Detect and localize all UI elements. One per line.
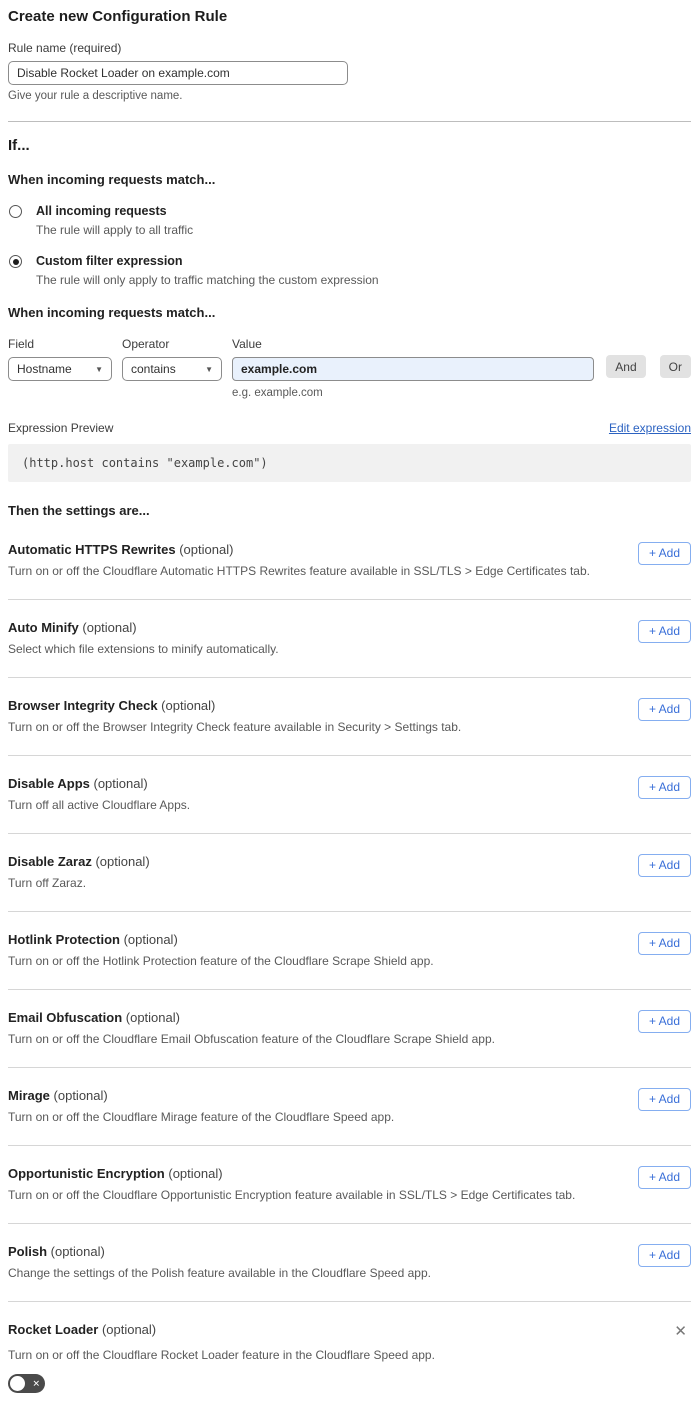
setting-title: Disable Zaraz: [8, 854, 92, 869]
expression-preview-header: [8, 421, 691, 435]
setting-description: Select which file extensions to minify automatically.: [8, 642, 279, 656]
setting-description: Turn on or off the Browser Integrity Check feature available in Security > Settings tab.: [8, 720, 462, 734]
filter-expression-builder: [8, 337, 691, 399]
add-setting-button[interactable]: + Add: [638, 1010, 691, 1033]
and-button[interactable]: And: [606, 355, 645, 378]
field-select[interactable]: [8, 357, 112, 381]
add-setting-button[interactable]: + Add: [638, 932, 691, 955]
rocket-loader-toggle-off[interactable]: [8, 1374, 45, 1393]
add-setting-button[interactable]: + Add: [638, 1244, 691, 1267]
setting-description: Turn on or off the Cloudflare Mirage feature of the Cloudflare Speed app.: [8, 1110, 395, 1124]
rule-name-label: Rule name (required): [8, 41, 122, 55]
chevron-down-icon: ▼: [205, 364, 213, 374]
setting-title: Polish: [8, 1244, 48, 1259]
add-setting-button[interactable]: + Add: [638, 620, 691, 643]
setting-title: Email Obfuscation: [8, 1010, 123, 1025]
then-settings-heading: Then the settings are...: [8, 503, 150, 518]
setting-description: Turn on or off the Cloudflare Rocket Loader feature in the Cloudflare Speed app.: [8, 1348, 435, 1362]
setting-title: Automatic HTTPS Rewrites: [8, 542, 176, 557]
setting-optional-tag: (optional): [125, 1010, 180, 1025]
rocket-loader-setting-row: [8, 1302, 691, 1398]
radio-label: All incoming requests: [36, 204, 167, 218]
setting-optional-tag: (optional): [82, 620, 137, 635]
value-input[interactable]: [232, 357, 594, 381]
match-heading: When incoming requests match...: [8, 172, 216, 187]
setting-description: Change the settings of the Polish feature available in the Cloudflare Speed app.: [8, 1266, 431, 1280]
setting-row: [8, 1224, 691, 1302]
setting-row: [8, 834, 691, 912]
if-heading: If...: [8, 137, 30, 154]
radio-unchecked-icon[interactable]: [9, 205, 22, 218]
value-label: Value: [232, 337, 262, 351]
setting-optional-tag: (optional): [101, 1322, 157, 1337]
setting-optional-tag: (optional): [95, 854, 150, 869]
setting-description: Turn off all active Cloudflare Apps.: [8, 798, 191, 812]
setting-description: Turn off Zaraz.: [8, 876, 87, 890]
expression-preview-label: Expression Preview: [8, 421, 114, 435]
setting-title: Hotlink Protection: [8, 932, 120, 947]
setting-optional-tag: (optional): [168, 1166, 223, 1181]
radio-checked-icon[interactable]: [9, 255, 22, 268]
setting-description: Turn on or off the Cloudflare Email Obfuscation feature of the Cloudflare Scrape Shield app.: [8, 1032, 495, 1046]
rule-name-help: Give your rule a descriptive name.: [8, 90, 183, 102]
radio-description: The rule will only apply to traffic matching the custom expression: [36, 273, 379, 287]
setting-optional-tag: (optional): [53, 1088, 108, 1103]
setting-optional-tag: (optional): [50, 1244, 105, 1259]
section-divider: [8, 121, 691, 122]
close-icon[interactable]: ✕: [674, 1323, 687, 1340]
setting-title: Opportunistic Encryption: [8, 1166, 165, 1181]
setting-description: Turn on or off the Hotlink Protection feature of the Cloudflare Scrape Shield app.: [8, 954, 434, 968]
add-setting-button[interactable]: + Add: [638, 1088, 691, 1111]
setting-row: [8, 912, 691, 990]
setting-optional-tag: (optional): [93, 776, 148, 791]
radio-all-incoming-requests[interactable]: [8, 204, 691, 237]
setting-optional-tag: (optional): [161, 698, 216, 713]
edit-expression-link[interactable]: Edit expression: [608, 421, 691, 435]
setting-title: Mirage: [8, 1088, 50, 1103]
setting-title: Disable Apps: [8, 776, 90, 791]
setting-optional-tag: (optional): [179, 542, 234, 557]
radio-custom-filter-expression[interactable]: [8, 254, 691, 287]
setting-row: [8, 678, 691, 756]
setting-title: Rocket Loader: [8, 1322, 99, 1337]
settings-list: [8, 522, 691, 1302]
field-select-value: Hostname: [17, 362, 72, 376]
setting-row: [8, 990, 691, 1068]
chevron-down-icon: ▼: [95, 364, 103, 374]
setting-row: [8, 1146, 691, 1224]
toggle-knob: [10, 1376, 25, 1391]
page-title: Create new Configuration Rule: [8, 8, 228, 25]
setting-optional-tag: (optional): [123, 932, 178, 947]
toggle-off-icon: ✕: [32, 1378, 40, 1388]
setting-row: [8, 600, 691, 678]
radio-label: Custom filter expression: [36, 254, 183, 268]
or-button[interactable]: Or: [660, 355, 691, 378]
setting-title: Browser Integrity Check: [8, 698, 158, 713]
add-setting-button[interactable]: + Add: [638, 776, 691, 799]
add-setting-button[interactable]: + Add: [638, 854, 691, 877]
setting-description: Turn on or off the Cloudflare Opportunistic Encryption feature available in SSL/TLS > Edge Certificates tab.: [8, 1188, 576, 1202]
operator-select-value: contains: [131, 362, 176, 376]
setting-row: [8, 756, 691, 834]
add-setting-button[interactable]: + Add: [638, 698, 691, 721]
rule-name-input[interactable]: [8, 61, 348, 85]
operator-select[interactable]: [122, 357, 222, 381]
filter-match-heading: When incoming requests match...: [8, 305, 216, 320]
value-help: e.g. example.com: [232, 387, 323, 399]
operator-label: Operator: [122, 337, 170, 351]
setting-title: Auto Minify: [8, 620, 79, 635]
setting-row: [8, 522, 691, 600]
add-setting-button[interactable]: + Add: [638, 1166, 691, 1189]
setting-row: [8, 1068, 691, 1146]
radio-description: The rule will apply to all traffic: [36, 223, 194, 237]
field-label: Field: [8, 337, 35, 351]
setting-description: Turn on or off the Cloudflare Automatic HTTPS Rewrites feature available in SSL/TLS > Edge Certificates tab.: [8, 564, 590, 578]
add-setting-button[interactable]: + Add: [638, 542, 691, 565]
request-match-radio-group: [8, 204, 691, 287]
expression-preview-code: (http.host contains "example.com"): [8, 444, 691, 482]
